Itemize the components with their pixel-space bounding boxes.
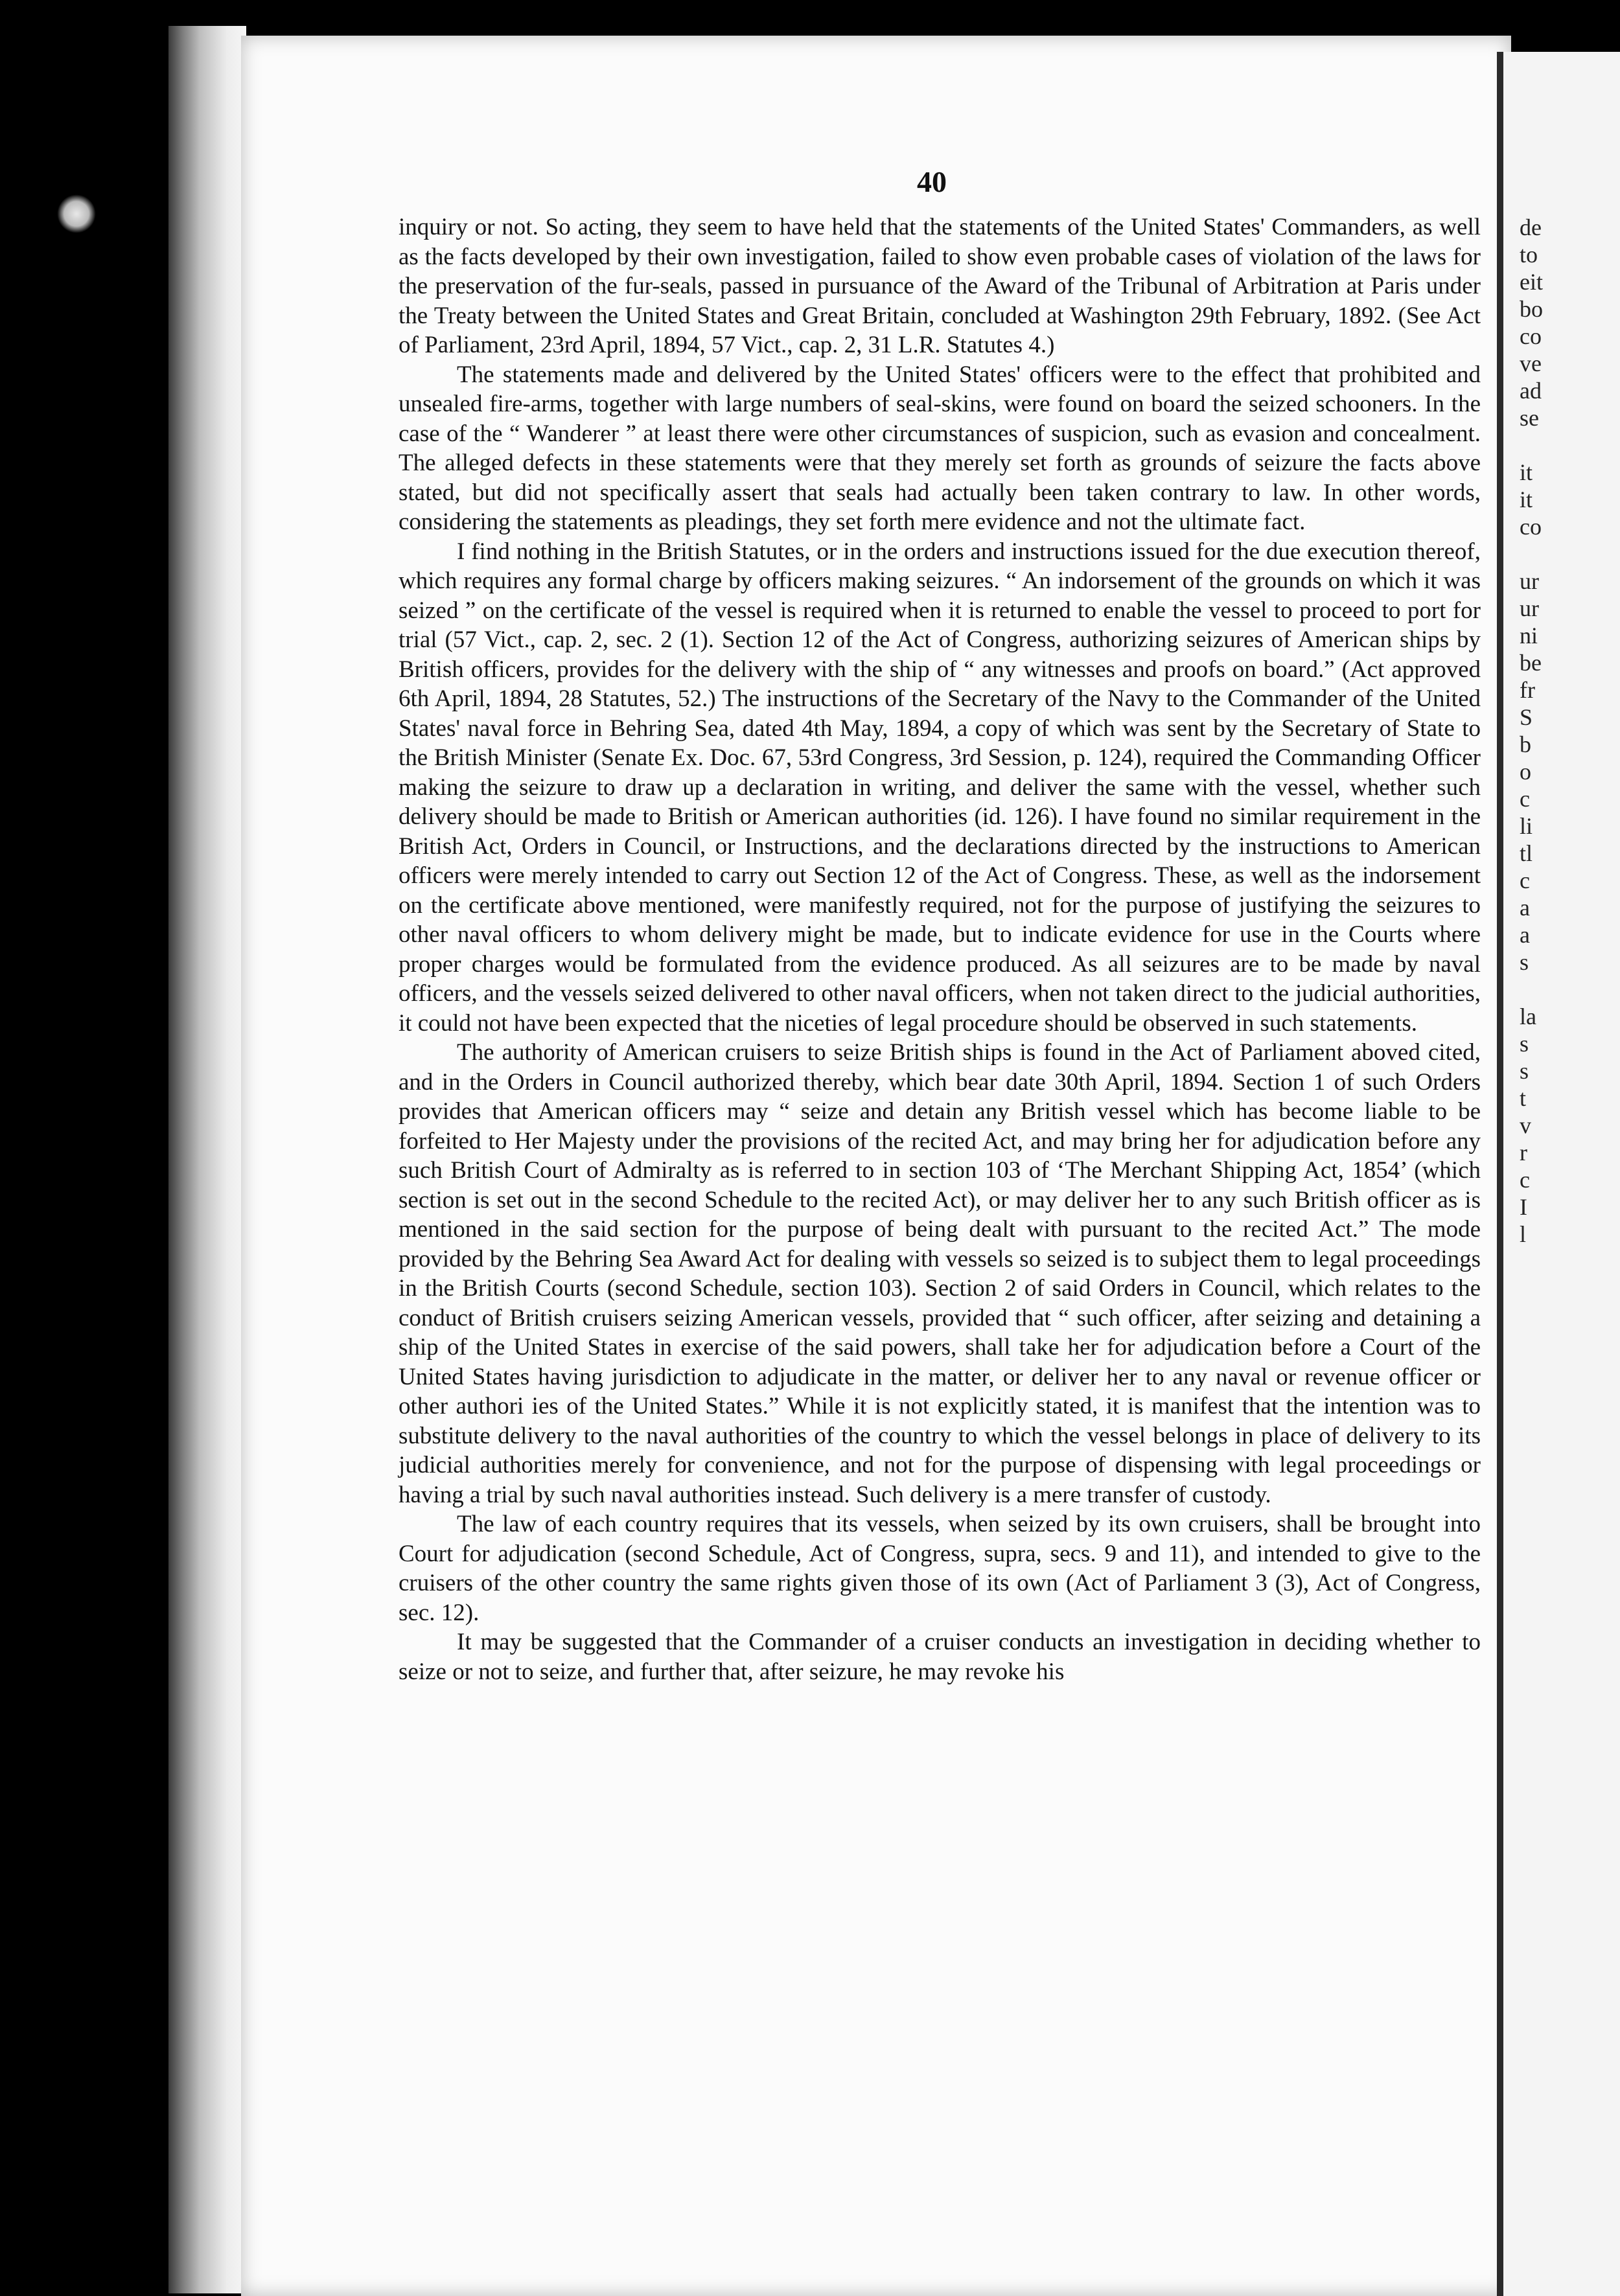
adjacent-fragment: a [1520,895,1530,921]
adjacent-fragment: ad [1520,378,1542,404]
adjacent-fragment: ur [1520,595,1539,621]
book-gutter-edge [168,26,246,2293]
adjacent-fragment: ni [1520,623,1538,649]
adjacent-fragment: s [1520,1058,1529,1084]
paragraph: The law of each country requires that its vessels, when seized by its own cruisers, shall be brought into Court for adjudication (second Schedule, Act of Congress, supra, secs. 9 and 11), and intended to give to the cruisers of the other country the same rights given those of its own (Act of Parliament 3 (3), Act of Congress, sec. 12). [399,1511,1481,1626]
adjacent-fragment: la [1520,1004,1536,1029]
adjacent-fragment [1520,976,1543,1003]
adjacent-fragment: de [1520,214,1542,240]
adjacent-fragment: t [1520,1085,1527,1111]
adjacent-fragment: ur [1520,568,1539,594]
adjacent-fragment: b [1520,731,1531,757]
adjacent-fragment: tl [1520,840,1533,866]
adjacent-fragment: o [1520,759,1531,785]
adjacent-fragment: bo [1520,296,1543,322]
adjacent-fragment: li [1520,813,1533,839]
scan-artifact [57,194,96,233]
adjacent-fragment: c [1520,867,1530,893]
paragraph: The statements made and delivered by the United States' officers were to the effect that prohibited and unsealed fire-arms, together with large numbers of seal-skins, were found on board the seized schooners. In the case of the “ Wanderer ” at least there were other circumstances of suspicion, such as evasion and concealment. The alleged defects in these statements were that they merely set forth as grounds of seizure the facts above stated, but did not specifically assert that seals had actually been taken contrary to law. In other words, considering the statements as pleadings, they set forth mere evidence and not the ultimate fact. [399,361,1481,535]
adjacent-fragment: it [1520,487,1533,512]
adjacent-fragment: c [1520,786,1530,812]
adjacent-fragment: co [1520,323,1542,349]
paragraph: inquiry or not. So acting, they seem to have held that the statements of the United States' Commanders, as well as the facts developed by their own investigation, failed to show even probable cases of violation of the laws for the preservation of the fur-seals, passed in pursuance of the Award of the Tribunal of Arbitration at Paris under the Treaty between the United States and Great Britain, concluded at Washington 29th February, 1892. (See Act of Parliament, 23rd April, 1894, 57 Vict., cap. 2, 31 L.R. Statutes 4.) [399,214,1481,358]
paragraph: The authority of American cruisers to seize British ships is found in the Act of Parliament aboved cited, and in the Orders in Council authorized thereby, which bear date 30th April, 1894. Section 1 of such Orders provides that American officers may “ seize and detain any British vessel which has become liable to be forfeited to Her Majesty under the provisions of the recited Act, and may bring her for adjudication before any such British Court of Admiralty as is referred to in section 103 of ‘The Merchant Shipping Act, 1854’ (which section is set out in the second Schedule to the recited Act), or may deliver her to any such British officer as is mentioned in the said section for the purpose of being dealt with pursuant to the recited Act.” The mode provided by the Behring Sea Award Act for dealing with vessels so seized is to subject them to legal proceedings in the British Courts (second Schedule, section 103). Section 2 of said Orders in Council, which relates to the conduct of British cruisers seizing American vessels, provided that “ such officer, after seizing and detaining a ship of the United States in exercise of the said powers, shall take her for adjudication before a Court of the United States having jurisdiction to adjudicate in the matter, or deliver her to any naval or revenue officer or other authori ies of the United States.” While it is not explicitly stated, it is manifest that the intention was to substitute delivery to the naval authorities of the country to which the vessel belongs in place of delivery to its judicial authorities merely for convenience, and not for the purpose of dispensing with legal proceedings or having a trial by such naval authorities instead. Such delivery is a mere transfer of custody. [399,1039,1481,1508]
page-number: 40 [917,165,947,198]
adjacent-fragment: S [1520,704,1533,730]
paragraph: I find nothing in the British Statutes, or in the orders and instructions issued for the due execution thereof, which requires any formal charge by officers making seizures. “ An indorsement of the grounds on which it was seized ” on the certificate of the vessel is required when it is returned to enable the vessel to proceed to port for trial (57 Vict., cap. 2, sec. 2 (1). Section 12 of the Act of Congress, authorizing seizures of American ships by British officers, provides for the delivery with the ship of “ any witnesses and proofs on board.” (Act approved 6th April, 1894, 28 Statutes, 52.) The instructions of the Secretary of the Navy to the Commander of the United States' naval force in Behring Sea, dated 4th May, 1894, a copy of which was sent by the Secretary of State to the British Minister (Senate Ex. Doc. 67, 53rd Congress, 3rd Session, p. 124), required the Commanding Officer making the seizure to draw up a declaration in writing, and deliver the same with the vessel, whether such delivery should be made to British or American authorities (id. 126). I have found no similar requirement in the British Act, Orders in Council, or Instructions, and the declarations directed by the instructions to American officers were merely intended to carry out Section 12 of the Act of Congress. These, as well as the indorsement on the certificate above mentioned, were manifestly required, not for the purpose of justifying the seizures to other naval officers to whom delivery might be made, but to indicate evidence for use in the Courts where proper charges would be formulated from the evidence produced. As all seizures are to be made by naval officers, and the vessels seized delivered to other naval officers, when not taken direct to the judicial authorities, it could not have been expected that the niceties of legal procedure should be observed in such statements. [399,538,1481,1037]
adjacent-fragment: a [1520,922,1530,948]
adjacent-fragment [1520,431,1543,459]
adjacent-fragment: eit [1520,269,1543,295]
adjacent-fragment: l [1520,1221,1527,1247]
adjacent-fragment: c [1520,1167,1530,1193]
adjacent-fragment [1520,540,1543,568]
adjacent-fragment: I [1520,1194,1527,1220]
adjacent-fragment: to [1520,242,1538,268]
adjacent-fragment: it [1520,459,1533,485]
adjacent-fragment: se [1520,405,1539,431]
adjacent-fragment: s [1520,949,1529,975]
adjacent-page [1497,52,1620,2296]
adjacent-fragment: s [1520,1031,1529,1057]
adjacent-fragment: ve [1520,350,1542,376]
adjacent-fragment: fr [1520,677,1535,703]
adjacent-fragment: r [1520,1140,1527,1165]
page-body [399,212,1481,1686]
adjacent-page-text [1520,214,1543,1248]
adjacent-fragment: co [1520,514,1542,540]
paragraph: It may be suggested that the Commander of a cruiser conducts an investigation in deciding whether to seize or not to seize, and further that, after seizure, he may revoke his [399,1629,1481,1685]
adjacent-fragment: v [1520,1112,1531,1138]
adjacent-fragment: be [1520,650,1542,676]
